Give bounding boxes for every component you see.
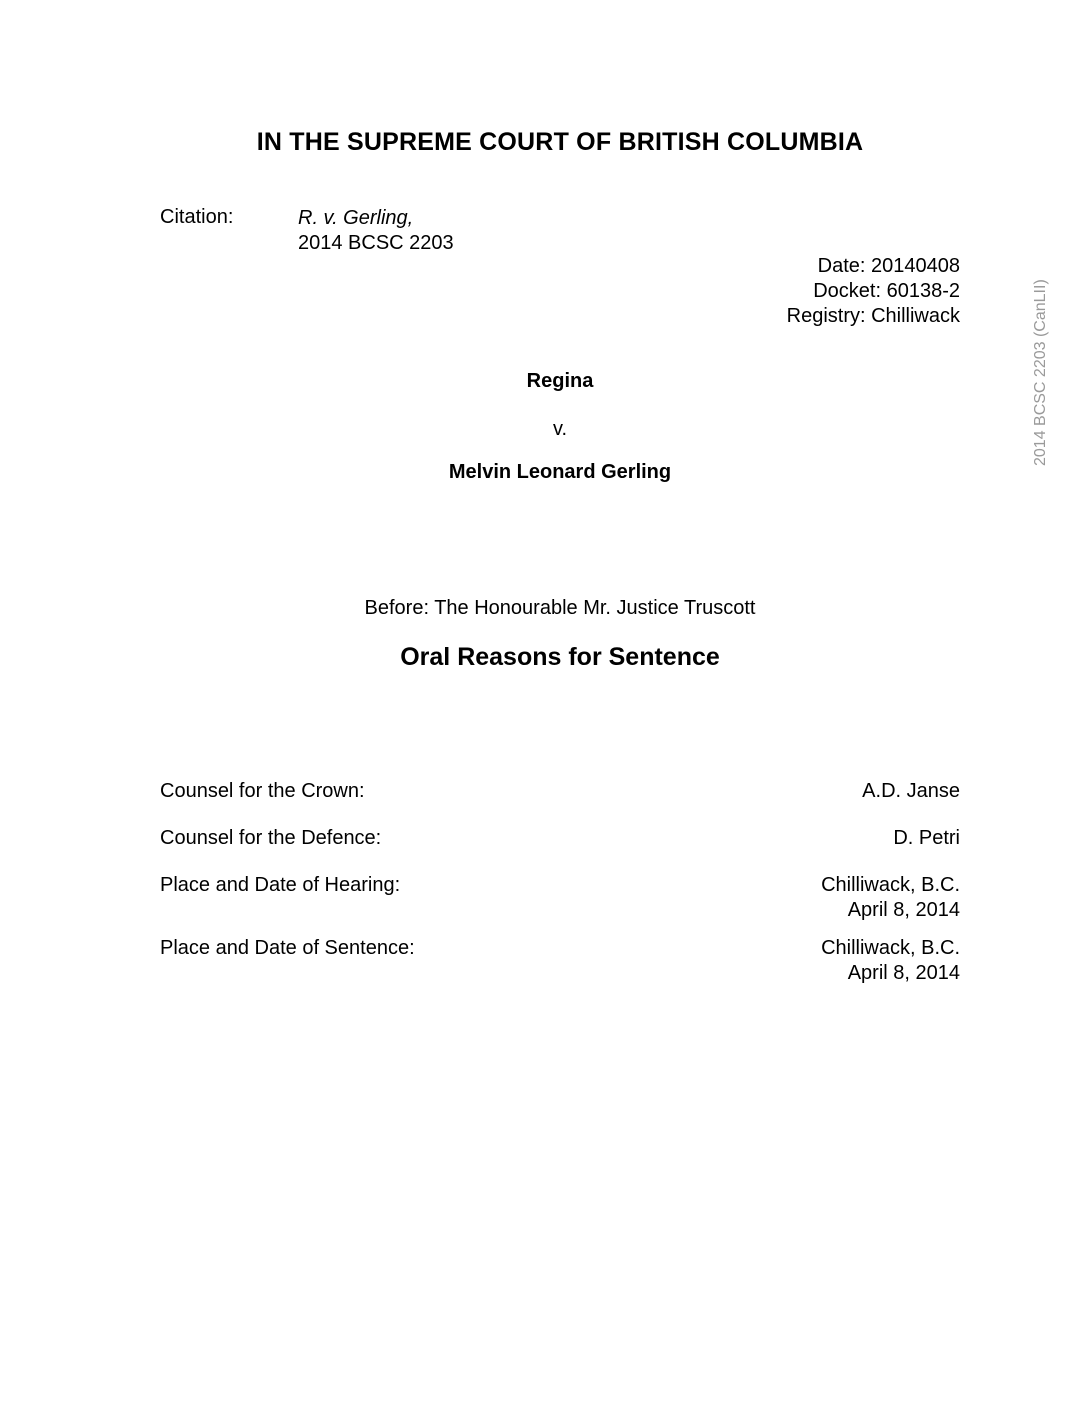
hearing-label: Place and Date of Hearing: [160,874,401,896]
hearing-place: Chilliwack, B.C. [821,874,960,896]
counsel-label: Counsel for the Crown: [160,780,365,802]
reasons-title: Oral Reasons for Sentence [400,643,720,671]
sentence-place: Chilliwack, B.C. [821,937,960,959]
docket-number: Docket: 60138-2 [813,280,960,302]
sentence-value [821,936,960,986]
citation-label: Citation: [160,206,234,228]
decision-date: Date: 20140408 [817,255,960,277]
party-versus: v. [552,418,568,440]
registry: Registry: Chilliwack [786,305,960,327]
citation-value [298,206,454,256]
sentence-date: April 8, 2014 [847,962,960,984]
hearing-date: April 8, 2014 [847,899,960,921]
party-plaintiff: Regina [526,370,594,392]
counsel-label: Counsel for the Defence: [160,827,382,849]
before-justice: Before: The Honourable Mr. Justice Truscott [364,597,756,619]
counsel-value-line: A.D. Janse [862,780,960,802]
counsel-value [893,826,960,851]
neutral-citation: 2014 BCSC 2203 [298,232,454,254]
canlii-watermark: 2014 BCSC 2203 (CanLII) [1032,279,1049,466]
counsel-value-line: D. Petri [893,827,960,849]
hearing-value [821,873,960,923]
party-defendant: Melvin Leonard Gerling [448,461,672,483]
case-name: R. v. Gerling, [298,207,414,229]
counsel-value [862,779,960,804]
case-meta [787,254,960,329]
court-title: IN THE SUPREME COURT OF BRITISH COLUMBIA [256,128,864,156]
sentence-label: Place and Date of Sentence: [160,937,415,959]
